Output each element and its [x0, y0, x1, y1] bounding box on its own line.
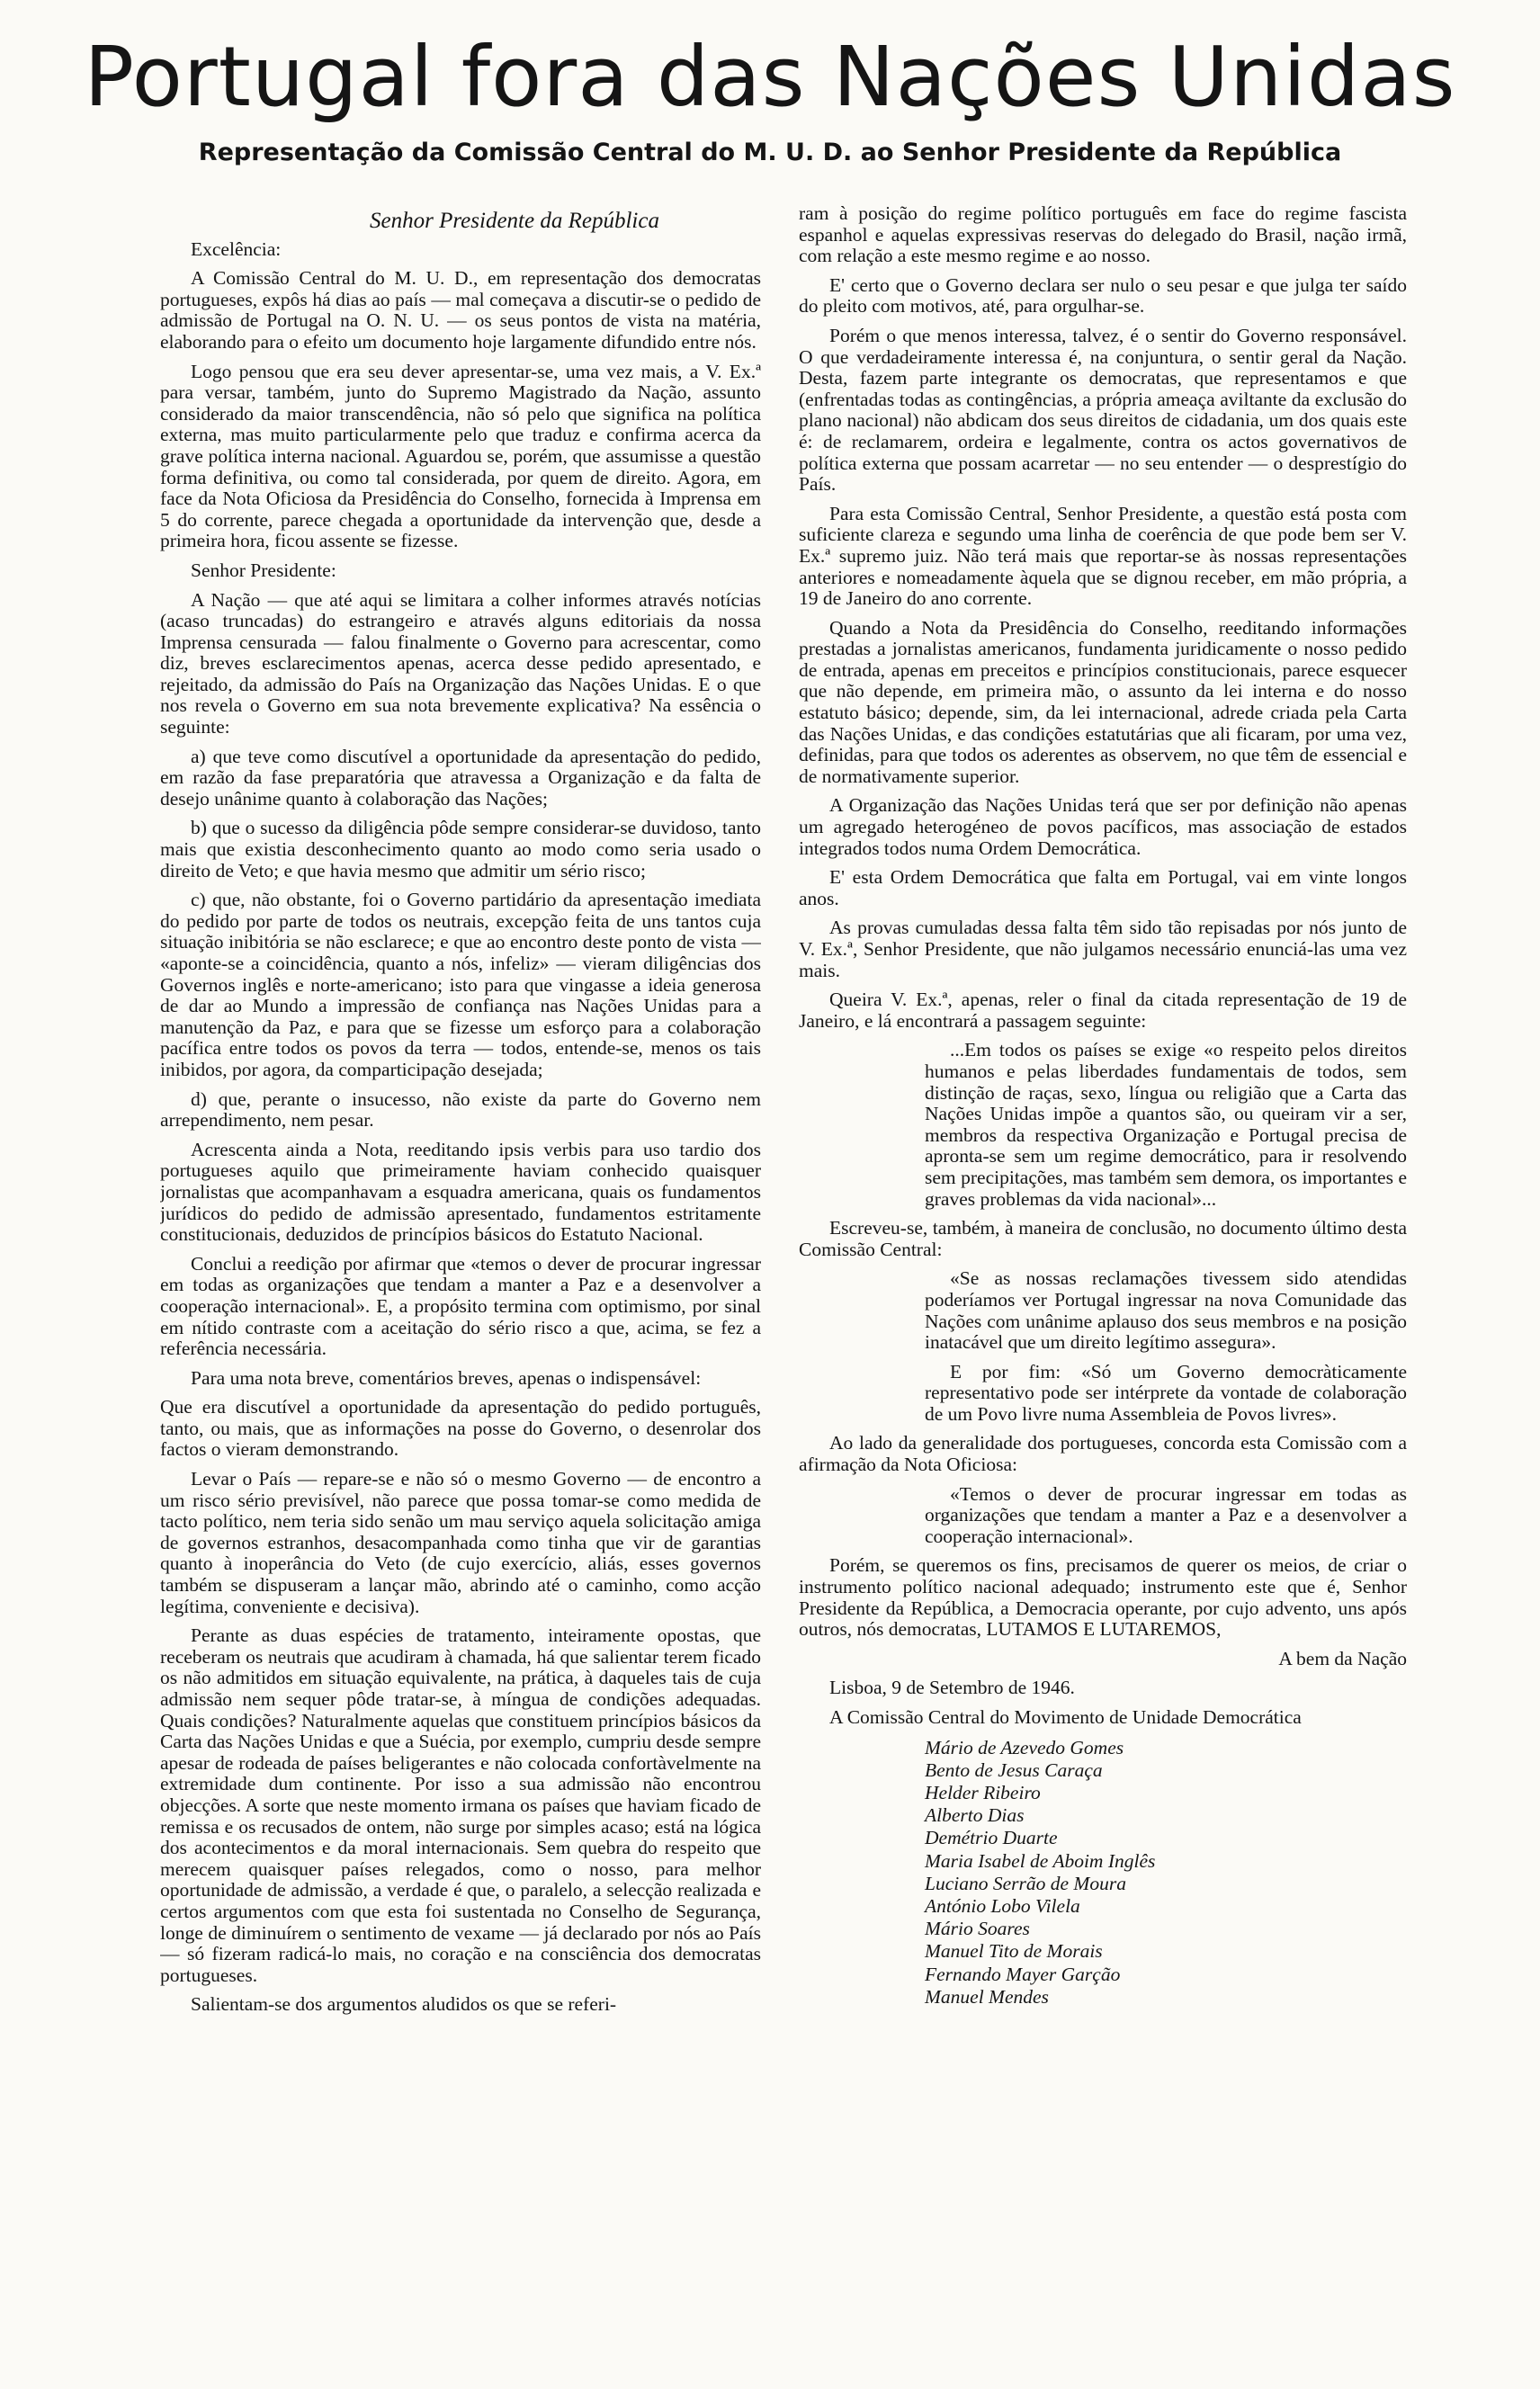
paragraph: ram à posição do regime político português em face do regime fascista espanhol e aquelas expressivas reservas do delegado do Brasil, nação irmã, com relação a este mesmo regime e ao nosso. — [799, 203, 1407, 267]
salutation-title: Senhor Presidente da República — [370, 209, 659, 233]
paragraph: Porém, se queremos os fins, precisamos de querer os meios, de criar o instrumento político nacional adequado; instrumento este que é, Senhor Presidente da República, a Democracia operante, por cujo advento, uns após outros, nós democratas, LUTAMOS E LUTAREMOS, — [799, 1554, 1407, 1641]
committee-name: A Comissão Central do Movimento de Unidade Democrática — [829, 1706, 1302, 1728]
signatory: Manuel Mendes — [925, 1985, 1049, 2008]
signatory: Manuel Tito de Morais — [925, 1940, 1103, 1963]
paragraph: Levar o País — repare-se e não só o mesmo Governo — de encontro a um risco sério previsível, não parece que possa tomar-se como medida de tacto político, nem teria sido senão um mau serviço aquela solicitação amiga de governos estranhos, desacompanhada como tinha que vir de garantias quanto à inoperância do Veto (de cujo exercício, aliás, esses governos também se dispuseram a lançar mão, abrindo até o caminho, como acção legítima, conveniente e decisiva). — [160, 1468, 761, 1617]
place-date: Lisboa, 9 de Setembro de 1946. — [829, 1677, 1075, 1699]
signatory: Maria Isabel de Aboim Inglês — [925, 1849, 1156, 1872]
signatory: Luciano Serrão de Moura — [925, 1872, 1126, 1894]
paragraph: Para esta Comissão Central, Senhor Presidente, a questão está posta com suficiente clareza e segundo uma linha de coerência de que pode bem ser V. Ex.ª supremo juiz. Não terá mais que reportar-se às nossas representações anteriores e nomeadamente àquela que se dignou receber, em mão própria, a 19 de Janeiro do ano corrente. — [799, 502, 1407, 610]
paragraph: Que era discutível a oportunidade da apresentação do pedido português, tanto, ou mais, que as informações na posse do Governo, o desenrolar dos factos o vieram demonstrando. — [160, 1396, 761, 1461]
article-title: Portugal fora das Nações Unidas — [84, 29, 1456, 125]
block-quote: E por fim: «Só um Governo democràticamente representativo pode ser intérprete da vontade de colaboração de um Povo livre numa Assembleia de Povos livres». — [925, 1360, 1407, 1425]
list-item-d: d) que, perante o insucesso, não existe da parte do Governo nem arrependimento, nem pesar. — [160, 1087, 761, 1132]
paragraph: Queira V. Ex.ª, apenas, reler o final da citada representação de 19 de Janeiro, e lá encontrará a passagem seguinte: — [799, 989, 1407, 1032]
signatory: Alberto Dias — [925, 1804, 1025, 1827]
paragraph: A Comissão Central do M. U. D., em representação dos democratas portugueses, expôs há dias ao país — mal começava a discutir-se o pedido de admissão de Portugal na O. N. U. — os seus pontos de vista na matéria, elaborando para o efeito um documento hoje largamente difundido entre nós. — [160, 267, 761, 353]
signatory-list — [925, 1737, 1407, 2009]
signatory: António Lobo Vilela — [925, 1895, 1080, 1918]
block-quote: ...Em todos os países se exige «o respeito pelos direitos humanos e pelas liberdades fundamentais de todos, sem distinção de raças, sexo, língua ou religião que a Carta das Nações Unidas impõe a quantos são, ou queiram vir a ser, membros da respectiva Organização e Portugal precisa de apronta-se sem um regime democrático, para ir resolvendo sem precipitações, mas também sem demora, os importantes e graves problemas da vida nacional»... — [925, 1039, 1407, 1210]
list-item-a: a) que teve como discutível a oportunidade da apresentação do pedido, em razão da fase preparatória que atravessa a Organização e da falta de desejo unânime quanto à colaboração das Nações; — [160, 745, 761, 810]
paragraph: Quando a Nota da Presidência do Conselho, reeditando informações prestadas a jornalistas americanos, fundamenta juridicamente o nosso pedido de entrada, apenas em preceitos e princípios constitucionais, parece esquecer que não depende, em primeira mão, o assunto da lei interna e do nosso estatuto básico; depende, sim, da lei internacional, adrede criada pela Carta das Nações Unidas, e das condições estatutárias que ali ficaram, por uma vez, definidas, para que todos os aderentes as observem, no que têm de essencial e de normativamente superior. — [799, 616, 1407, 787]
signatory: Helder Ribeiro — [925, 1782, 1041, 1803]
paragraph: As provas cumuladas dessa falta têm sido tão repisadas por nós junto de V. Ex.ª, Senhor Presidente, que não julgamos necessário enunciá-las uma vez mais. — [799, 917, 1407, 981]
block-quote: «Temos o dever de procurar ingressar em todas as organizações que tendam a manter a Paz e a desenvolver a cooperação internacional». — [925, 1482, 1407, 1547]
paragraph: Para uma nota breve, comentários breves, apenas o indispensável: — [191, 1366, 702, 1389]
closing-line: A bem da Nação — [1278, 1647, 1407, 1669]
list-item-c: c) que, não obstante, foi o Governo partidário da apresentação imediata do pedido por parte de todos os neutrais, excepção feita de uns tantos cuja situação inibitória se não esclarece; e que ao encontro deste ponto de vista — «aponte-se a coincidência, quanto a nós, infeliz» — vieram diligências dos Governos inglês e norte-americano; isto para que vingasse a ideia generosa de dar ao Mundo a impressão de confiança nas Nações Unidas para a manutenção da Paz, e para que se fizesse um esforço para a colaboração pacífica entre todos os povos da terra — todos, entende-se, menos os tais inibidos, por agora, da comparticipação desejada; — [160, 889, 761, 1080]
paragraph: Logo pensou que era seu dever apresentar-se, uma vez mais, a V. Ex.ª para versar, também, junto do Supremo Magistrado da Nação, assunto considerado da maior transcendência, não só pelo que significa na política externa, mas muito particularmente pelo que traduz e confirma acerca da grave política interna nacional. Aguardou se, porém, que assumisse a questão forma definitiva, ou como tal considerada, por quem de direito. Agora, em face da Nota Oficiosa da Presidência do Conselho, fornecida à Imprensa em 5 do corrente, parece chegada a oportunidade da intervenção que, desde a primeira hora, ficou assente se fizesse. — [160, 360, 761, 552]
paragraph: Conclui a reedição por afirmar que «temos o dever de procurar ingressar em todas as organizações que tendam a manter a Paz e a desenvolver a cooperação internacional». E, a propósito termina com optimismo, por sinal em nítido contraste com a aceitação do sério risco a que, acima, se fez a referência necessária. — [160, 1252, 761, 1360]
signatory: Fernando Mayer Garção — [925, 1963, 1121, 1985]
paragraph: Porém o que menos interessa, talvez, é o sentir do Governo responsável. O que verdadeiramente interessa é, na conjuntura, o sentir geral da Nação. Desta, fazem parte integrante os democratas, que representamos e que (enfrentadas todas as contingências, a própria ameaça aviltante da exclusão do plano nacional) não abdicam dos seus direitos de cidadania, um dos quais este é: de reclamarem, ordeira e legalmente, contra os actos governativos de política externa que possam acarretar — no seu entender — o desprestígio do País. — [799, 324, 1407, 496]
salutation-excellency: Excelência: — [191, 237, 282, 260]
paragraph: E' certo que o Governo declara ser nulo o seu pesar e que julga ter saído do pleito com motivos, até, para orgulhar-se. — [799, 273, 1407, 318]
salutation-senhor-presidente: Senhor Presidente: — [191, 559, 336, 581]
signatory: Mário de Azevedo Gomes — [925, 1736, 1124, 1758]
paragraph: Acrescenta ainda a Nota, reeditando ipsis verbis para uso tardio dos portugueses aquilo que primeiramente haviam conhecido quaisquer jornalistas que acompanhavam a esquadra americana, quais os fundamentos jurídicos do pedido de admissão apresentado, fundamentos estritamente constitucionais, deduzidos de princípios básicos do Estatuto Nacional. — [160, 1138, 761, 1246]
block-quote: «Se as nossas reclamações tivessem sido atendidas poderíamos ver Portugal ingressar na nova Comunidade das Nações com unânime aplauso dos seus membros e na posição inatacável que um direito legítimo assegura». — [925, 1267, 1407, 1354]
right-column — [799, 203, 1407, 2367]
paragraph: A Nação — que até aqui se limitara a colher informes através notícias (acaso truncadas) do estrangeiro e através alguns editoriais da nossa Imprensa censurada — falou finalmente o Governo para acrescentar, como diz, breves esclarecimentos apenas, acerca desse pedido apresentado, e rejeitado, da admissão do País na Organização das Nações Unidas. E o que nos revela o Governo em sua nota brevemente explicativa? Na essência o seguinte: — [160, 588, 761, 738]
paragraph: Escreveu-se, também, à maneira de conclusão, no documento último desta Comissão Central: — [799, 1217, 1407, 1260]
paragraph: Salientam-se dos argumentos aludidos os que se referi- — [191, 1993, 617, 2016]
signatory: Bento de Jesus Caraça — [925, 1758, 1103, 1781]
paragraph: Ao lado da generalidade dos portugueses, concorda esta Comissão com a afirmação da Nota Oficiosa: — [799, 1432, 1407, 1476]
list-item-b: b) que o sucesso da diligência pôde sempre considerar-se duvidoso, tanto mais que existia desconhecimento quanto ao modo como seria usado o direito de Veto; e que havia mesmo que admitir um sério risco; — [160, 817, 761, 881]
article-subtitle: Representação da Comissão Central do M. U. D. ao Senhor Presidente da República — [198, 139, 1342, 166]
paragraph: E' esta Ordem Democrática que falta em Portugal, vai em vinte longos anos. — [799, 866, 1407, 909]
signatory: Mário Soares — [925, 1918, 1030, 1940]
paragraph: Perante as duas espécies de tratamento, inteiramente opostas, que receberam os neutrais que acudiram à chamada, há que salientar terem ficado os não admitidos em situação equivalente, na prática, à daqueles tais de cuja admissão nem sequer pôde tratar-se, à míngua de condições adequadas. Quais condições? Naturalmente aquelas que constituem princípios básicos da Carta das Nações Unidas e que a Suécia, por exemplo, cumpriu desde sempre apesar de rodeada de países beligerantes e não colocada confortàvelmente na extremidade dum continente. Por isso a sua admissão não encontrou objecções. A sorte que neste momento irmana os países que haviam ficado de remissa e os recusados de ontem, não surge por simples acaso; está na lógica dos acontecimentos e da moral internacionais. Sem quebra do respeito que merecem quaisquer países relegados, como o nosso, para melhor oportunidade de admissão, a verdade é que, o paralelo, a selecção realizada e certos argumentos com que esta foi sustentada no Conselho de Segurança, longe de diminuírem o sentimento de vexame — já declarado por nós ao País — só fizeram radicá-lo mais, no coração e na consciência dos democratas portugueses. — [160, 1624, 761, 1986]
paragraph: A Organização das Nações Unidas terá que ser por definição não apenas um agregado heterogéneo de povos pacíficos, mas associação de estados integrados todos numa Ordem Democrática. — [799, 794, 1407, 859]
signatory: Demétrio Duarte — [925, 1827, 1058, 1849]
left-column — [160, 203, 761, 2367]
